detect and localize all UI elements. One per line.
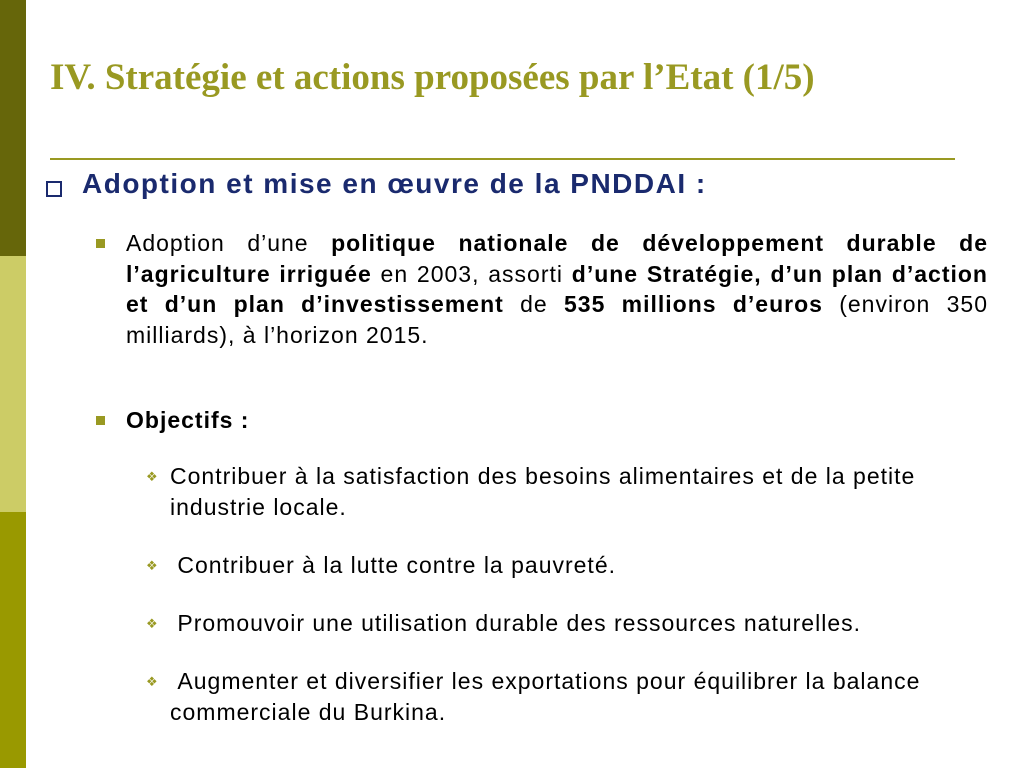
para-bold: 535 millions d’euros (563, 291, 823, 317)
para-bold: d’une Stratégie, d’un plan d’action et d’un plan d’investissement (126, 260, 988, 317)
para-bold: politique nationale de développement durable de l’agriculture irriguée (126, 230, 988, 287)
para-text: Adoption d’une (126, 230, 332, 256)
objective-item: Contribuer à la satisfaction des besoins alimentaires et de la petite industrie locale. (170, 463, 916, 520)
section-heading: Adoption et mise en œuvre de la PNDDAI : (82, 168, 707, 199)
objectives-label: Objectifs : (126, 407, 250, 433)
side-bar-top (0, 0, 26, 256)
slide-title: IV. Stratégie et actions proposées par l’Etat (1/5) (50, 57, 815, 98)
diamond-bullet-icon: ❖ (146, 674, 158, 689)
objective-item: Promouvoir une utilisation durable des ressources naturelles. (170, 610, 861, 636)
side-bar-bottom (0, 512, 26, 768)
objective-item: Contribuer à la lutte contre la pauvreté. (170, 552, 617, 578)
side-bar-middle (0, 256, 26, 512)
square-bullet-icon (96, 239, 105, 248)
para-text: de (503, 291, 564, 317)
para-text: en 2003, assorti (371, 260, 572, 287)
diamond-bullet-icon: ❖ (146, 616, 158, 631)
objective-item: Augmenter et diversifier les exportations pour équilibrer la balance commerciale du Burkina. (170, 668, 928, 725)
diamond-bullet-icon: ❖ (146, 558, 158, 573)
hollow-square-bullet-icon (46, 181, 62, 197)
square-bullet-icon (96, 416, 105, 425)
diamond-bullet-icon: ❖ (146, 469, 158, 484)
title-underline (50, 158, 955, 160)
para-text: (environ 350 milliards), à l’horizon 2015. (126, 291, 988, 348)
pnddai-paragraph (126, 228, 988, 350)
